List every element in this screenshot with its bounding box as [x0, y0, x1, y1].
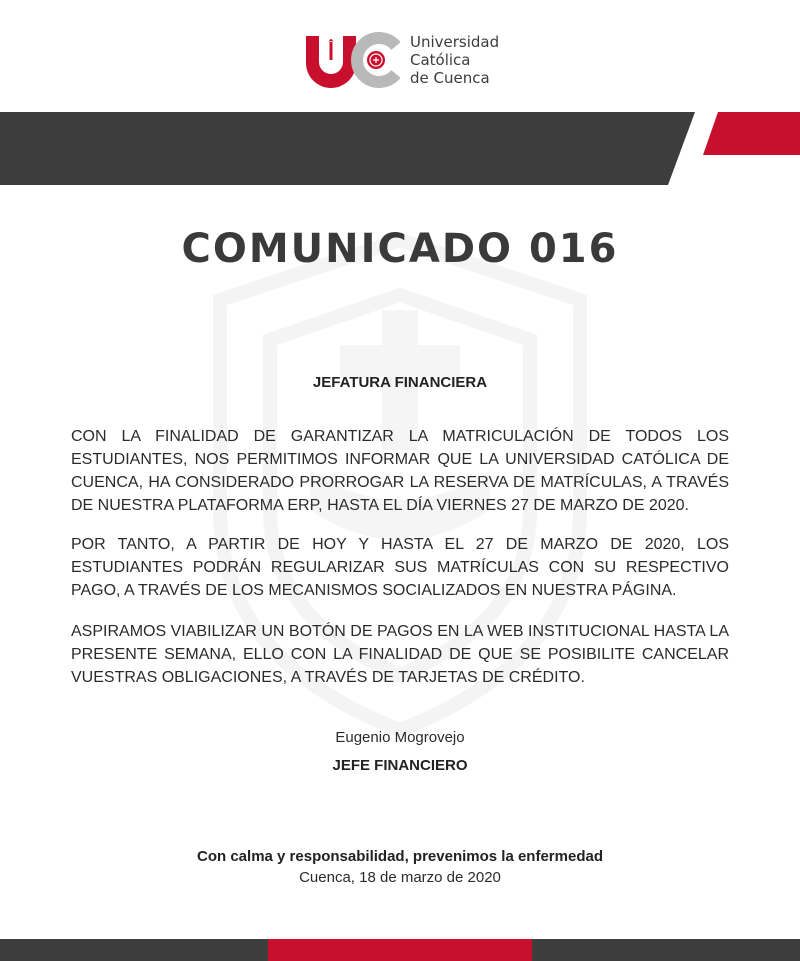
footer-band-right [532, 939, 800, 961]
logo-line-2: Católica [410, 51, 471, 69]
page-title: COMUNICADO 016 [181, 226, 619, 272]
signer-name: Eugenio Mogrovejo [335, 729, 465, 746]
signer-role: JEFE FINANCIERO [332, 757, 468, 774]
footer-band-left [0, 939, 268, 961]
footer-date: Cuenca, 18 de marzo de 2020 [299, 869, 501, 886]
body-paragraph-1: CON LA FINALIDAD DE GARANTIZAR LA MATRICULACIÓN DE TODOS LOS ESTUDIANTES, NOS PERMITIMOS INFORMAR QUE LA UNIVERSIDAD CATÓLICA DE CUENCA, HA CONSIDERADO PRORROGAR LA RESERVA DE MATRÍCULAS, A TRAVÉS DE NUESTRA PLATAFORMA ERP, HASTA EL DÍA VIERNES 27 DE MARZO DE 2020. [71, 428, 729, 514]
body-paragraph-2: POR TANTO, A PARTIR DE HOY Y HASTA EL 27 DE MARZO DE 2020, LOS ESTUDIANTES PODRÁN REGULARIZAR SUS MATRÍCULAS CON SU RESPECTIVO PAGO, A TRAVÉS DE LOS MECANISMOS SOCIALIZADOS EN NUESTRA PÁGINA. [71, 536, 729, 599]
header-band [0, 112, 800, 185]
footer-band-center [268, 939, 532, 961]
department-heading: JEFATURA FINANCIERA [312, 374, 488, 391]
logo-line-3: de Cuenca [410, 69, 490, 87]
footer-slogan: Con calma y responsabilidad, prevenimos la enfermedad [197, 848, 603, 865]
logo-wordmark [410, 33, 499, 87]
body-paragraph-3: ASPIRAMOS VIABILIZAR UN BOTÓN DE PAGOS EN LA WEB INSTITUCIONAL HASTA LA PRESENTE SEMANA, ELLO CON LA FINALIDAD DE QUE SE POSIBILITE CANCELAR VUESTRAS OBLIGACIONES, A TRAVÉS DE TARJETAS DE CRÉDITO. [71, 623, 729, 686]
university-logo [304, 32, 504, 88]
logo-mark-icon [304, 32, 400, 88]
logo-line-1: Universidad [410, 33, 500, 51]
